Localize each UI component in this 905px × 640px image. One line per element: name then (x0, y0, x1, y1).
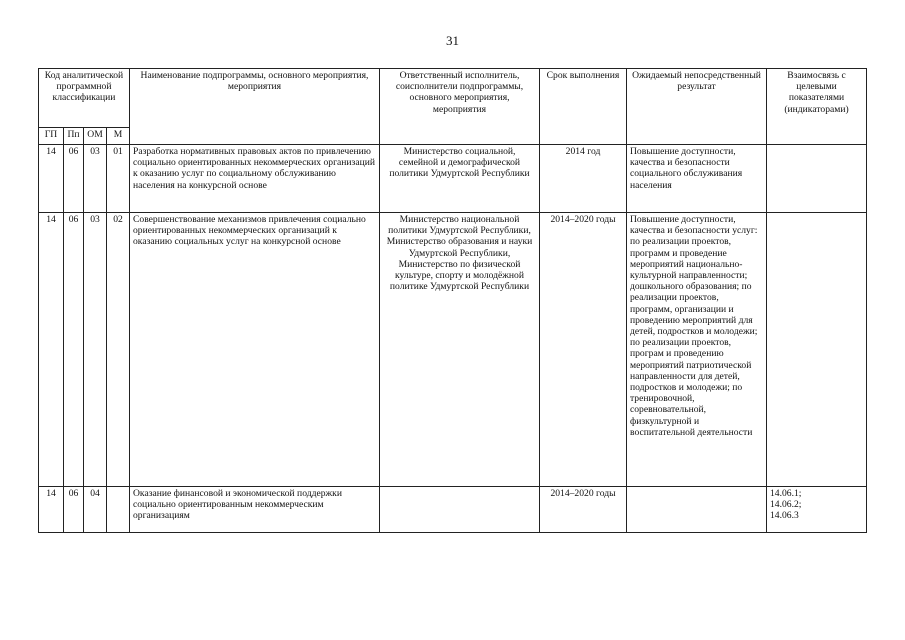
cell-m: 02 (107, 213, 130, 487)
header-responsible: Ответственный исполнитель, соисполнители подпрограммы, основного мероприятия, мероприятия (380, 69, 540, 145)
table-row (39, 213, 867, 487)
header-m: М (107, 128, 130, 145)
cell-pp: 06 (64, 487, 84, 533)
cell-responsible: Министерство национальной политики Удмуртской Республики, Министерство образования и науки Удмуртской Республики, Министерство по физической культуре, спорту и молодёжной политике Удмуртской Республики (380, 213, 540, 487)
cell-link (767, 487, 867, 533)
header-link: Взаимосвязь с целевыми показателями (индикаторами) (767, 69, 867, 145)
cell-name: Разработка нормативных правовых актов по привлечению социально ориентированных некоммерческих организаций к оказанию услуг по социальному обслуживанию населения на конкурсной основе (130, 145, 380, 213)
cell-om: 03 (84, 145, 107, 213)
cell-gp: 14 (39, 487, 64, 533)
cell-name: Оказание финансовой и экономической поддержки социально ориентированным некоммерческим организациям (130, 487, 380, 533)
cell-responsible (380, 487, 540, 533)
table-row (39, 145, 867, 213)
header-term: Срок выполнения (540, 69, 627, 145)
cell-term: 2014–2020 годы (540, 213, 627, 487)
cell-m (107, 487, 130, 533)
indicator-link: 14.06.1; (770, 488, 802, 499)
cell-responsible: Министерство социальной, семейной и демографической политики Удмуртской Республики (380, 145, 540, 213)
cell-om: 03 (84, 213, 107, 487)
cell-om: 04 (84, 487, 107, 533)
cell-name: Совершенствование механизмов привлечения социально ориентированных некоммерческих организаций к оказанию социальных услуг на конкурсной основе (130, 213, 380, 487)
indicator-link: 14.06.3 (770, 510, 799, 522)
header-gp: ГП (39, 128, 64, 145)
cell-term: 2014 год (540, 145, 627, 213)
header-code: Код аналитической программной классификации (39, 69, 130, 128)
table-header-row (39, 69, 867, 128)
cell-link (767, 213, 867, 487)
cell-result: Повышение доступности, качества и безопасности социального обслуживания населения (627, 145, 767, 213)
cell-gp: 14 (39, 145, 64, 213)
header-pp: Пп (64, 128, 84, 145)
cell-pp: 06 (64, 145, 84, 213)
page-number: 31 (446, 33, 459, 48)
indicator-link: 14.06.2; (770, 499, 802, 511)
program-table (38, 68, 867, 533)
cell-m: 01 (107, 145, 130, 213)
cell-gp: 14 (39, 213, 64, 487)
table-row (39, 487, 867, 533)
cell-pp: 06 (64, 213, 84, 487)
header-result: Ожидаемый непосредственный результат (627, 69, 767, 145)
cell-result (627, 487, 767, 533)
header-name: Наименование подпрограммы, основного мероприятия, мероприятия (130, 69, 380, 145)
cell-result: Повышение доступности, качества и безопасности услуг: по реализации проектов, программ и проведение мероприятий национально-культурной направленности; дошкольного образования; по реализации проектов, программ, организации и проведению мероприятий для детей, подростков и молодежи; по реализации проектов, програм и проведению мероприятий патриотической направленности для детей, подростков и молодежи; по тренировочной, соревновательной, физкультурной и воспитательной деятельности (627, 213, 767, 487)
cell-link (767, 145, 867, 213)
cell-term: 2014–2020 годы (540, 487, 627, 533)
header-om: ОМ (84, 128, 107, 145)
